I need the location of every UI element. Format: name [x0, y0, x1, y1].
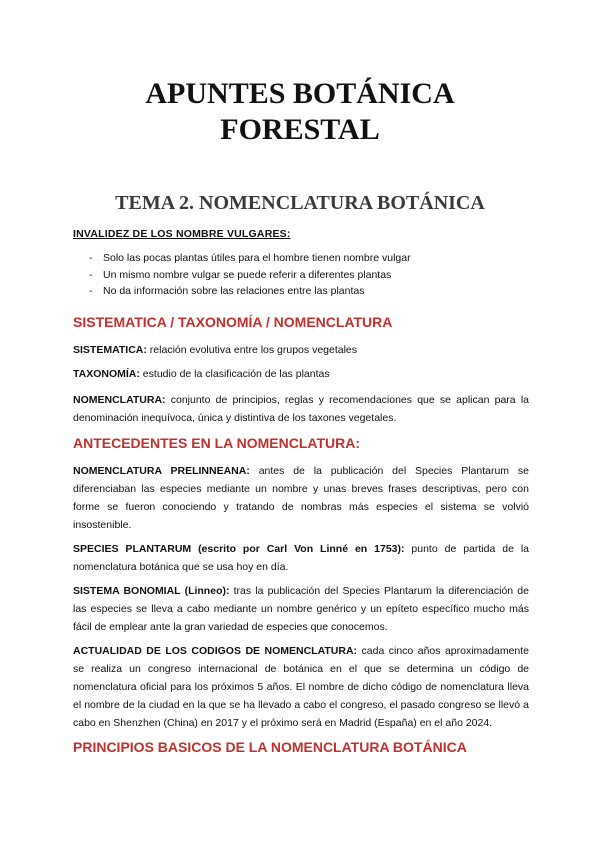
term-label: NOMENCLATURA PRELINNEANA: — [73, 465, 250, 477]
definition-text: conjunto de principios, reglas y recomendaciones que se aplican para la denominación inequívoca, única y distintiva de los taxones vegetales. — [73, 394, 529, 424]
document-title — [0, 76, 600, 148]
term-label: TAXONOMÍA: — [73, 368, 140, 380]
definition-text: estudio de la clasificación de las plantas — [139, 368, 330, 380]
section-invalidez — [73, 228, 529, 300]
list-item: - No da información sobre las relaciones entre las plantas — [73, 283, 529, 300]
term-label: SISTEMA BONOMIAL (Linneo): — [73, 585, 230, 597]
title-line-1: APUNTES BOTÁNICA — [145, 77, 455, 110]
section-heading-sistematica: SISTEMATICA / TAXONOMÍA / NOMENCLATURA — [73, 314, 393, 330]
term-label: NOMENCLATURA: — [73, 394, 166, 406]
paragraph-prelinneana — [73, 462, 529, 534]
paragraph-text: antes de la publicación del Species Plantarum se diferenciaban las especies mediante un nombre y unas breves frases descriptivas, pero con forme se fueron conociendo y tratando de nombras más especies el sistema se volvió insostenible. — [73, 465, 529, 531]
paragraph-text: cada cinco años aproximadamente se realiza un congreso internacional de botánica en el que se determina un código de nomenclatura oficial para los próximos 5 años. El nombre de dicho código de nomenclatura lleva el nombre de la ciudad en la que se ha llevado a cabo el congreso, el pasado congreso se llevó a cabo en Shenzhen (China) en 2017 y el próximo será en Madrid (España) en el año 2024. — [73, 645, 530, 729]
paragraph-actualidad — [73, 642, 529, 732]
section-sistematica — [73, 313, 529, 331]
list-item: - Un mismo nombre vulgar se puede referir a diferentes plantas — [73, 267, 529, 284]
title-line-2: FORESTAL — [220, 113, 380, 146]
section-principios — [73, 738, 529, 756]
term-label: SISTEMATICA: — [73, 344, 147, 356]
section-heading-invalidez: INVALIDEZ DE LOS NOMBRE VULGARES: — [73, 228, 291, 240]
paragraph-text: tras la publicación del Species Plantarum la diferenciación de las especies se lleva a cabo mediante un nombre genérico y un epíteto específico mucho más fácil de emplear ante la gran variedad de especies que conocemos. — [73, 585, 529, 633]
paragraph-text: punto de partida de la nomenclatura botánica que se usa hoy en día. — [73, 543, 529, 573]
term-label: ACTUALIDAD DE LOS CODIGOS DE NOMENCLATURA: — [73, 645, 358, 657]
section-antecedentes — [73, 434, 529, 452]
term-label: SPECIES PLANTARUM (escrito por Carl Von Linné en 1753): — [73, 543, 405, 555]
definition-text: relación evolutiva entre los grupos vegetales — [146, 344, 358, 356]
definition-nomenclatura — [73, 391, 529, 427]
bullet-list — [73, 250, 529, 300]
definition-taxonomia — [73, 365, 529, 383]
paragraph-species-plantarum — [73, 540, 529, 576]
paragraph-sistema-bonomial — [73, 582, 529, 636]
section-heading-principios: PRINCIPIOS BASICOS DE LA NOMENCLATURA BOTÁNICA — [73, 739, 467, 755]
definition-sistematica — [73, 341, 529, 359]
section-heading-antecedentes: ANTECEDENTES EN LA NOMENCLATURA: — [73, 435, 360, 451]
list-item: - Solo las pocas plantas útiles para el hombre tienen nombre vulgar — [73, 250, 529, 267]
topic-subtitle: TEMA 2. NOMENCLATURA BOTÁNICA — [115, 192, 485, 214]
